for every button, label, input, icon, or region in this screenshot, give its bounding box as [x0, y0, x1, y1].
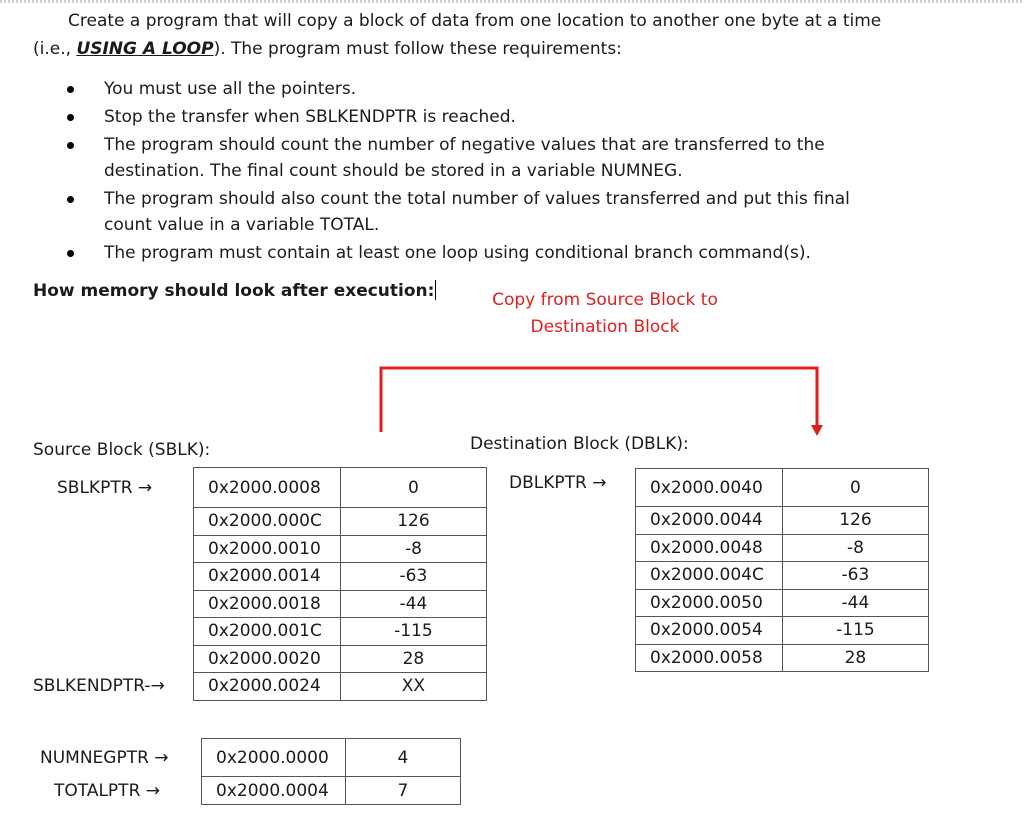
- value-cell: 28: [340, 645, 486, 673]
- table-row: [194, 535, 487, 563]
- table-row: [636, 534, 929, 562]
- requirement-item: The program must contain at least one loop using conditional branch command(s).: [104, 240, 894, 266]
- table-row: [636, 469, 929, 507]
- address-cell: 0x2000.004C: [636, 562, 783, 590]
- table-row: [194, 508, 487, 536]
- table-row: [194, 590, 487, 618]
- table-row: [202, 739, 461, 777]
- requirement-item: You must use all the pointers.: [104, 76, 894, 102]
- memory-heading-text: How memory should look after execution:: [33, 281, 435, 301]
- value-cell: 28: [782, 644, 928, 672]
- address-cell: 0x2000.0024: [194, 673, 341, 701]
- intro-emphasis: USING A LOOP: [76, 39, 214, 59]
- table-row: [636, 617, 929, 645]
- address-cell: 0x2000.0040: [636, 469, 783, 507]
- address-cell: 0x2000.000C: [194, 508, 341, 536]
- table-row: [194, 645, 487, 673]
- value-cell: -63: [340, 563, 486, 591]
- value-cell: 126: [340, 508, 486, 536]
- copy-arrow-head: [811, 425, 823, 436]
- table-row: [636, 562, 929, 590]
- address-cell: 0x2000.0010: [194, 535, 341, 563]
- value-cell: 7: [345, 777, 460, 805]
- table-row: [194, 468, 487, 508]
- destination-block-table: [635, 468, 929, 672]
- table-row: [194, 673, 487, 701]
- value-cell: 126: [782, 507, 928, 535]
- table-row: [636, 507, 929, 535]
- address-cell: 0x2000.0048: [636, 534, 783, 562]
- table-row: [194, 563, 487, 591]
- address-cell: 0x2000.0044: [636, 507, 783, 535]
- value-cell: -8: [340, 535, 486, 563]
- address-cell: 0x2000.0018: [194, 590, 341, 618]
- requirement-item: The program should also count the total number of values transferred and put this final count value in a variable TOTAL.: [104, 186, 894, 238]
- dblkptr-label: DBLKPTR →: [509, 473, 607, 493]
- sblkptr-label: SBLKPTR →: [57, 478, 153, 498]
- address-cell: 0x2000.0008: [194, 468, 341, 508]
- requirement-item: The program should count the number of negative values that are transferred to the destination. The final count should be stored in a variable NUMNEG.: [104, 132, 894, 184]
- table-row: [202, 777, 461, 805]
- address-cell: 0x2000.0004: [202, 777, 346, 805]
- table-row: [194, 618, 487, 646]
- intro-text-before: Create a program that will copy a block of data from one location to another one byte at a time (i.e.,: [33, 11, 882, 59]
- address-cell: 0x2000.0054: [636, 617, 783, 645]
- copy-note: Copy from Source Block to Destination Block: [492, 290, 718, 337]
- value-cell: -63: [782, 562, 928, 590]
- source-block-title: Source Block (SBLK):: [33, 440, 211, 460]
- source-block-table: [193, 467, 487, 701]
- requirement-item: Stop the transfer when SBLKENDPTR is reached.: [104, 104, 894, 130]
- value-cell: -44: [340, 590, 486, 618]
- counters-table: [201, 738, 461, 805]
- value-cell: 0: [782, 469, 928, 507]
- totalptr-label: TOTALPTR →: [54, 781, 161, 801]
- value-cell: -115: [782, 617, 928, 645]
- value-cell: -115: [340, 618, 486, 646]
- intro-text-after: ). The program must follow these requirements:: [213, 39, 622, 59]
- address-cell: 0x2000.0020: [194, 645, 341, 673]
- value-cell: -8: [782, 534, 928, 562]
- destination-block-title: Destination Block (DBLK):: [470, 434, 689, 454]
- value-cell: 4: [345, 739, 460, 777]
- value-cell: XX: [340, 673, 486, 701]
- table-row: [636, 589, 929, 617]
- value-cell: -44: [782, 589, 928, 617]
- value-cell: 0: [340, 468, 486, 508]
- table-row: [636, 644, 929, 672]
- address-cell: 0x2000.0000: [202, 739, 346, 777]
- numnegptr-label: NUMNEGPTR →: [40, 748, 169, 768]
- sblkendptr-label: SBLKENDPTR-→: [33, 676, 165, 696]
- address-cell: 0x2000.0050: [636, 589, 783, 617]
- address-cell: 0x2000.001C: [194, 618, 341, 646]
- copy-arrow-line: [381, 368, 817, 432]
- address-cell: 0x2000.0058: [636, 644, 783, 672]
- address-cell: 0x2000.0014: [194, 563, 341, 591]
